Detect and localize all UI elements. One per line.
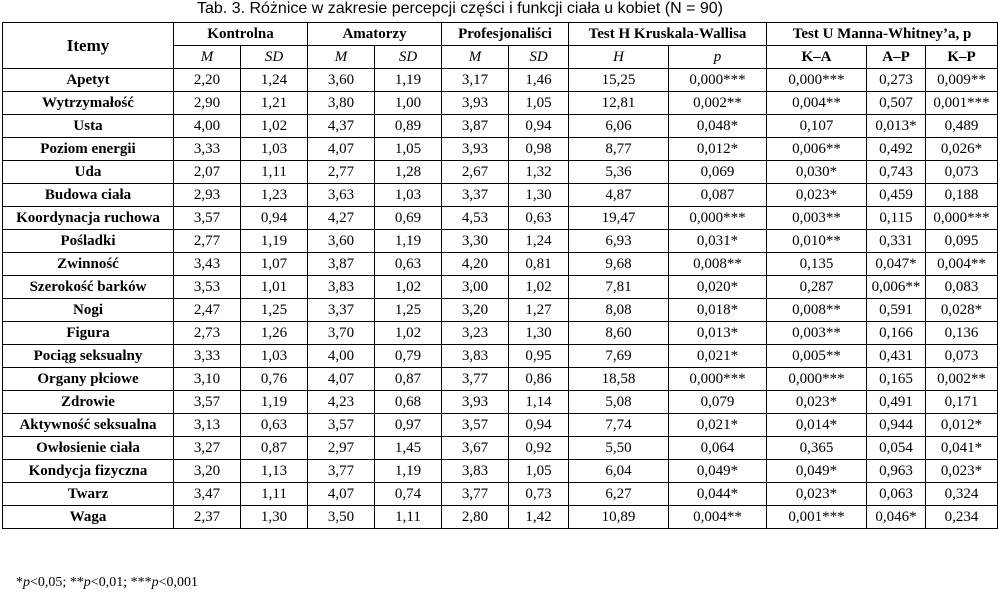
header-sub: SD — [509, 46, 569, 69]
p-value-cell: 0,049* — [669, 460, 767, 483]
table-row — [3, 322, 998, 345]
m-profesjonalisci-cell: 3,00 — [442, 276, 509, 299]
sd-kontrolna-cell: 0,76 — [241, 368, 308, 391]
p-value-cell: 0,044* — [669, 483, 767, 506]
p-k-p-cell: 0,095 — [926, 230, 998, 253]
p-value-cell: 0,008** — [669, 253, 767, 276]
sd-profesjonalisci-cell: 1,02 — [509, 276, 569, 299]
sd-profesjonalisci-cell: 1,24 — [509, 230, 569, 253]
h-value-cell: 7,74 — [569, 414, 669, 437]
header-itemy: Itemy — [3, 23, 174, 69]
sd-amatorzy-cell: 1,05 — [375, 138, 442, 161]
sd-profesjonalisci-cell: 0,81 — [509, 253, 569, 276]
p-value-cell: 0,064 — [669, 437, 767, 460]
p-k-a-cell: 0,008** — [767, 299, 867, 322]
sd-profesjonalisci-cell: 0,98 — [509, 138, 569, 161]
header-sub: SD — [375, 46, 442, 69]
sd-profesjonalisci-cell: 0,95 — [509, 345, 569, 368]
header-sub: A–P — [867, 46, 926, 69]
sd-amatorzy-cell: 1,03 — [375, 184, 442, 207]
table-row — [3, 483, 998, 506]
sd-amatorzy-cell: 1,28 — [375, 161, 442, 184]
p-value-cell: 0,000*** — [669, 207, 767, 230]
m-kontrolna-cell: 2,37 — [174, 506, 241, 529]
m-amatorzy-cell: 3,37 — [308, 299, 375, 322]
sd-kontrolna-cell: 1,30 — [241, 506, 308, 529]
sd-kontrolna-cell: 1,24 — [241, 69, 308, 92]
table-caption: Tab. 3. Różnice w zakresie percepcji części i funkcji ciała u kobiet (N = 90) — [197, 0, 723, 17]
h-value-cell: 7,69 — [569, 345, 669, 368]
m-amatorzy-cell: 4,23 — [308, 391, 375, 414]
m-kontrolna-cell: 3,43 — [174, 253, 241, 276]
m-amatorzy-cell: 2,97 — [308, 437, 375, 460]
p-a-p-cell: 0,165 — [867, 368, 926, 391]
m-profesjonalisci-cell: 2,67 — [442, 161, 509, 184]
m-kontrolna-cell: 3,20 — [174, 460, 241, 483]
sd-kontrolna-cell: 1,11 — [241, 161, 308, 184]
p-a-p-cell: 0,013* — [867, 115, 926, 138]
p-a-p-cell: 0,054 — [867, 437, 926, 460]
footnote-p: p — [151, 575, 159, 590]
item-label-cell: Organy płciowe — [3, 368, 174, 391]
p-value-cell: 0,018* — [669, 299, 767, 322]
item-label-cell: Waga — [3, 506, 174, 529]
sd-profesjonalisci-cell: 1,30 — [509, 322, 569, 345]
sd-amatorzy-cell: 1,02 — [375, 276, 442, 299]
p-value-cell: 0,000*** — [669, 368, 767, 391]
sd-amatorzy-cell: 0,74 — [375, 483, 442, 506]
header-mann-whitney: Test U Manna-Whitney’a, p — [767, 23, 998, 46]
sd-kontrolna-cell: 1,01 — [241, 276, 308, 299]
p-a-p-cell: 0,006** — [867, 276, 926, 299]
m-profesjonalisci-cell: 3,17 — [442, 69, 509, 92]
header-sub: K–A — [767, 46, 867, 69]
p-k-p-cell: 0,489 — [926, 115, 998, 138]
table-row — [3, 299, 998, 322]
p-k-a-cell: 0,365 — [767, 437, 867, 460]
p-value-cell: 0,021* — [669, 345, 767, 368]
p-k-a-cell: 0,006** — [767, 138, 867, 161]
table-row — [3, 115, 998, 138]
h-value-cell: 6,93 — [569, 230, 669, 253]
sd-kontrolna-cell: 0,63 — [241, 414, 308, 437]
m-profesjonalisci-cell: 2,80 — [442, 506, 509, 529]
table-row — [3, 391, 998, 414]
h-value-cell: 5,08 — [569, 391, 669, 414]
footnote-p: p — [23, 575, 30, 590]
item-label-cell: Budowa ciała — [3, 184, 174, 207]
sd-kontrolna-cell: 0,94 — [241, 207, 308, 230]
p-k-a-cell: 0,030* — [767, 161, 867, 184]
p-k-p-cell: 0,234 — [926, 506, 998, 529]
sd-amatorzy-cell: 1,11 — [375, 506, 442, 529]
m-kontrolna-cell: 3,33 — [174, 138, 241, 161]
item-label-cell: Usta — [3, 115, 174, 138]
sd-kontrolna-cell: 1,26 — [241, 322, 308, 345]
p-k-p-cell: 0,073 — [926, 345, 998, 368]
m-amatorzy-cell: 3,57 — [308, 414, 375, 437]
p-k-a-cell: 0,001*** — [767, 506, 867, 529]
h-value-cell: 6,27 — [569, 483, 669, 506]
significance-footnote — [16, 574, 198, 592]
m-kontrolna-cell: 4,00 — [174, 115, 241, 138]
m-profesjonalisci-cell: 3,87 — [442, 115, 509, 138]
table-row — [3, 276, 998, 299]
h-value-cell: 8,77 — [569, 138, 669, 161]
p-a-p-cell: 0,507 — [867, 92, 926, 115]
table-row — [3, 460, 998, 483]
p-value-cell: 0,048* — [669, 115, 767, 138]
p-a-p-cell: 0,047* — [867, 253, 926, 276]
m-profesjonalisci-cell: 3,23 — [442, 322, 509, 345]
sd-profesjonalisci-cell: 0,94 — [509, 115, 569, 138]
sd-profesjonalisci-cell: 1,14 — [509, 391, 569, 414]
m-amatorzy-cell: 3,87 — [308, 253, 375, 276]
p-k-a-cell: 0,000*** — [767, 368, 867, 391]
m-profesjonalisci-cell: 4,20 — [442, 253, 509, 276]
footnote-p: p — [83, 575, 91, 590]
m-kontrolna-cell: 2,90 — [174, 92, 241, 115]
m-kontrolna-cell: 2,73 — [174, 322, 241, 345]
h-value-cell: 5,36 — [569, 161, 669, 184]
m-amatorzy-cell: 3,60 — [308, 230, 375, 253]
header-sub: K–P — [926, 46, 998, 69]
p-k-a-cell: 0,023* — [767, 391, 867, 414]
sd-profesjonalisci-cell: 1,42 — [509, 506, 569, 529]
sd-amatorzy-cell: 0,89 — [375, 115, 442, 138]
m-kontrolna-cell: 3,33 — [174, 345, 241, 368]
item-label-cell: Pociąg seksualny — [3, 345, 174, 368]
m-profesjonalisci-cell: 3,30 — [442, 230, 509, 253]
m-profesjonalisci-cell: 3,93 — [442, 138, 509, 161]
results-table — [2, 22, 998, 529]
sd-kontrolna-cell: 1,19 — [241, 391, 308, 414]
sd-kontrolna-cell: 1,02 — [241, 115, 308, 138]
m-profesjonalisci-cell: 4,53 — [442, 207, 509, 230]
p-value-cell: 0,021* — [669, 414, 767, 437]
item-label-cell: Zdrowie — [3, 391, 174, 414]
h-value-cell: 6,06 — [569, 115, 669, 138]
p-k-p-cell: 0,002** — [926, 368, 998, 391]
header-group-kontrolna: Kontrolna — [174, 23, 308, 46]
p-a-p-cell: 0,492 — [867, 138, 926, 161]
m-amatorzy-cell: 3,70 — [308, 322, 375, 345]
table-row — [3, 253, 998, 276]
sd-kontrolna-cell: 1,07 — [241, 253, 308, 276]
p-a-p-cell: 0,743 — [867, 161, 926, 184]
p-value-cell: 0,031* — [669, 230, 767, 253]
sd-profesjonalisci-cell: 1,46 — [509, 69, 569, 92]
p-value-cell: 0,087 — [669, 184, 767, 207]
p-k-p-cell: 0,073 — [926, 161, 998, 184]
m-kontrolna-cell: 2,77 — [174, 230, 241, 253]
sd-amatorzy-cell: 1,19 — [375, 69, 442, 92]
p-a-p-cell: 0,944 — [867, 414, 926, 437]
p-a-p-cell: 0,491 — [867, 391, 926, 414]
h-value-cell: 12,81 — [569, 92, 669, 115]
m-amatorzy-cell: 3,83 — [308, 276, 375, 299]
p-value-cell: 0,013* — [669, 322, 767, 345]
sd-amatorzy-cell: 0,97 — [375, 414, 442, 437]
m-amatorzy-cell: 4,07 — [308, 483, 375, 506]
m-kontrolna-cell: 2,47 — [174, 299, 241, 322]
table-row — [3, 230, 998, 253]
sd-amatorzy-cell: 1,02 — [375, 322, 442, 345]
m-profesjonalisci-cell: 3,20 — [442, 299, 509, 322]
p-a-p-cell: 0,063 — [867, 483, 926, 506]
item-label-cell: Owłosienie ciała — [3, 437, 174, 460]
h-value-cell: 10,89 — [569, 506, 669, 529]
p-k-a-cell: 0,287 — [767, 276, 867, 299]
m-kontrolna-cell: 3,57 — [174, 207, 241, 230]
m-amatorzy-cell: 4,00 — [308, 345, 375, 368]
m-kontrolna-cell: 3,57 — [174, 391, 241, 414]
p-a-p-cell: 0,431 — [867, 345, 926, 368]
p-k-a-cell: 0,005** — [767, 345, 867, 368]
sd-amatorzy-cell: 1,25 — [375, 299, 442, 322]
p-k-p-cell: 0,324 — [926, 483, 998, 506]
p-a-p-cell: 0,963 — [867, 460, 926, 483]
sd-amatorzy-cell: 0,69 — [375, 207, 442, 230]
item-label-cell: Pośladki — [3, 230, 174, 253]
p-k-a-cell: 0,107 — [767, 115, 867, 138]
m-profesjonalisci-cell: 3,93 — [442, 92, 509, 115]
p-k-a-cell: 0,023* — [767, 483, 867, 506]
header-sub: p — [669, 46, 767, 69]
footnote-text: <0,05; ** — [30, 575, 84, 590]
m-amatorzy-cell: 3,63 — [308, 184, 375, 207]
header-row-groups — [3, 23, 998, 46]
p-k-p-cell: 0,023* — [926, 460, 998, 483]
sd-kontrolna-cell: 1,03 — [241, 138, 308, 161]
sd-amatorzy-cell: 1,19 — [375, 460, 442, 483]
p-k-a-cell: 0,010** — [767, 230, 867, 253]
table-row — [3, 437, 998, 460]
m-kontrolna-cell: 2,07 — [174, 161, 241, 184]
p-value-cell: 0,020* — [669, 276, 767, 299]
m-amatorzy-cell: 3,60 — [308, 69, 375, 92]
header-kruskal-wallis: Test H Kruskala-Wallisa — [569, 23, 767, 46]
table-row — [3, 69, 998, 92]
sd-amatorzy-cell: 1,45 — [375, 437, 442, 460]
m-profesjonalisci-cell: 3,83 — [442, 345, 509, 368]
h-value-cell: 19,47 — [569, 207, 669, 230]
sd-amatorzy-cell: 1,00 — [375, 92, 442, 115]
p-k-p-cell: 0,001*** — [926, 92, 998, 115]
p-k-p-cell: 0,188 — [926, 184, 998, 207]
sd-amatorzy-cell: 1,19 — [375, 230, 442, 253]
sd-amatorzy-cell: 0,79 — [375, 345, 442, 368]
p-k-a-cell: 0,135 — [767, 253, 867, 276]
p-k-a-cell: 0,014* — [767, 414, 867, 437]
p-value-cell: 0,002** — [669, 92, 767, 115]
m-kontrolna-cell: 3,10 — [174, 368, 241, 391]
h-value-cell: 4,87 — [569, 184, 669, 207]
p-value-cell: 0,069 — [669, 161, 767, 184]
p-k-p-cell: 0,012* — [926, 414, 998, 437]
item-label-cell: Szerokość barków — [3, 276, 174, 299]
item-label-cell: Koordynacja ruchowa — [3, 207, 174, 230]
p-k-a-cell: 0,003** — [767, 207, 867, 230]
header-sub: H — [569, 46, 669, 69]
p-k-a-cell: 0,004** — [767, 92, 867, 115]
h-value-cell: 9,68 — [569, 253, 669, 276]
item-label-cell: Wytrzymałość — [3, 92, 174, 115]
p-k-a-cell: 0,000*** — [767, 69, 867, 92]
m-kontrolna-cell: 3,13 — [174, 414, 241, 437]
p-a-p-cell: 0,591 — [867, 299, 926, 322]
p-value-cell: 0,004** — [669, 506, 767, 529]
item-label-cell: Nogi — [3, 299, 174, 322]
m-profesjonalisci-cell: 3,93 — [442, 391, 509, 414]
p-value-cell: 0,079 — [669, 391, 767, 414]
h-value-cell: 8,08 — [569, 299, 669, 322]
p-k-p-cell: 0,136 — [926, 322, 998, 345]
h-value-cell: 8,60 — [569, 322, 669, 345]
sd-amatorzy-cell: 0,68 — [375, 391, 442, 414]
sd-profesjonalisci-cell: 0,92 — [509, 437, 569, 460]
m-amatorzy-cell: 3,77 — [308, 460, 375, 483]
table-row — [3, 92, 998, 115]
header-sub: M — [174, 46, 241, 69]
table-row — [3, 368, 998, 391]
m-amatorzy-cell: 2,77 — [308, 161, 375, 184]
p-a-p-cell: 0,273 — [867, 69, 926, 92]
sd-profesjonalisci-cell: 0,63 — [509, 207, 569, 230]
sd-profesjonalisci-cell: 1,05 — [509, 460, 569, 483]
m-profesjonalisci-cell: 3,77 — [442, 368, 509, 391]
p-a-p-cell: 0,459 — [867, 184, 926, 207]
p-a-p-cell: 0,046* — [867, 506, 926, 529]
p-k-p-cell: 0,028* — [926, 299, 998, 322]
item-label-cell: Figura — [3, 322, 174, 345]
sd-kontrolna-cell: 1,03 — [241, 345, 308, 368]
p-k-p-cell: 0,004** — [926, 253, 998, 276]
footnote-star: * — [16, 575, 23, 590]
table-row — [3, 414, 998, 437]
item-label-cell: Kondycja fizyczna — [3, 460, 174, 483]
footnote-text: <0,001 — [158, 575, 198, 590]
item-label-cell: Zwinność — [3, 253, 174, 276]
m-profesjonalisci-cell: 3,67 — [442, 437, 509, 460]
p-value-cell: 0,012* — [669, 138, 767, 161]
sd-profesjonalisci-cell: 1,05 — [509, 92, 569, 115]
m-amatorzy-cell: 3,80 — [308, 92, 375, 115]
item-label-cell: Twarz — [3, 483, 174, 506]
p-k-p-cell: 0,026* — [926, 138, 998, 161]
table-row — [3, 345, 998, 368]
sd-kontrolna-cell: 1,21 — [241, 92, 308, 115]
p-k-p-cell: 0,041* — [926, 437, 998, 460]
p-a-p-cell: 0,115 — [867, 207, 926, 230]
table-row — [3, 207, 998, 230]
sd-profesjonalisci-cell: 0,73 — [509, 483, 569, 506]
sd-profesjonalisci-cell: 0,94 — [509, 414, 569, 437]
table-row — [3, 138, 998, 161]
table-row — [3, 161, 998, 184]
p-k-a-cell: 0,003** — [767, 322, 867, 345]
m-profesjonalisci-cell: 3,77 — [442, 483, 509, 506]
m-kontrolna-cell: 2,93 — [174, 184, 241, 207]
m-kontrolna-cell: 3,47 — [174, 483, 241, 506]
sd-kontrolna-cell: 1,23 — [241, 184, 308, 207]
m-amatorzy-cell: 3,50 — [308, 506, 375, 529]
p-k-p-cell: 0,000*** — [926, 207, 998, 230]
p-k-p-cell: 0,083 — [926, 276, 998, 299]
m-kontrolna-cell: 3,27 — [174, 437, 241, 460]
p-k-p-cell: 0,171 — [926, 391, 998, 414]
m-amatorzy-cell: 4,27 — [308, 207, 375, 230]
sd-kontrolna-cell: 1,25 — [241, 299, 308, 322]
m-profesjonalisci-cell: 3,37 — [442, 184, 509, 207]
sd-profesjonalisci-cell: 1,27 — [509, 299, 569, 322]
table-row — [3, 184, 998, 207]
m-amatorzy-cell: 4,37 — [308, 115, 375, 138]
p-k-p-cell: 0,009** — [926, 69, 998, 92]
m-profesjonalisci-cell: 3,57 — [442, 414, 509, 437]
m-amatorzy-cell: 4,07 — [308, 368, 375, 391]
header-sub: M — [442, 46, 509, 69]
header-group-profesjonalisci: Profesjonaliści — [442, 23, 569, 46]
m-kontrolna-cell: 2,20 — [174, 69, 241, 92]
p-k-a-cell: 0,049* — [767, 460, 867, 483]
item-label-cell: Poziom energii — [3, 138, 174, 161]
m-profesjonalisci-cell: 3,83 — [442, 460, 509, 483]
m-kontrolna-cell: 3,53 — [174, 276, 241, 299]
m-amatorzy-cell: 4,07 — [308, 138, 375, 161]
header-sub: M — [308, 46, 375, 69]
header-sub: SD — [241, 46, 308, 69]
sd-profesjonalisci-cell: 1,32 — [509, 161, 569, 184]
sd-amatorzy-cell: 0,87 — [375, 368, 442, 391]
sd-amatorzy-cell: 0,63 — [375, 253, 442, 276]
sd-kontrolna-cell: 0,87 — [241, 437, 308, 460]
sd-profesjonalisci-cell: 0,86 — [509, 368, 569, 391]
item-label-cell: Aktywność seksualna — [3, 414, 174, 437]
table-row — [3, 506, 998, 529]
footnote-text: <0,01; *** — [90, 575, 152, 590]
sd-profesjonalisci-cell: 1,30 — [509, 184, 569, 207]
h-value-cell: 7,81 — [569, 276, 669, 299]
item-label-cell: Uda — [3, 161, 174, 184]
sd-kontrolna-cell: 1,19 — [241, 230, 308, 253]
p-a-p-cell: 0,166 — [867, 322, 926, 345]
sd-kontrolna-cell: 1,11 — [241, 483, 308, 506]
h-value-cell: 5,50 — [569, 437, 669, 460]
p-a-p-cell: 0,331 — [867, 230, 926, 253]
h-value-cell: 18,58 — [569, 368, 669, 391]
h-value-cell: 15,25 — [569, 69, 669, 92]
h-value-cell: 6,04 — [569, 460, 669, 483]
header-group-amatorzy: Amatorzy — [308, 23, 442, 46]
item-label-cell: Apetyt — [3, 69, 174, 92]
sd-kontrolna-cell: 1,13 — [241, 460, 308, 483]
p-k-a-cell: 0,023* — [767, 184, 867, 207]
p-value-cell: 0,000*** — [669, 69, 767, 92]
